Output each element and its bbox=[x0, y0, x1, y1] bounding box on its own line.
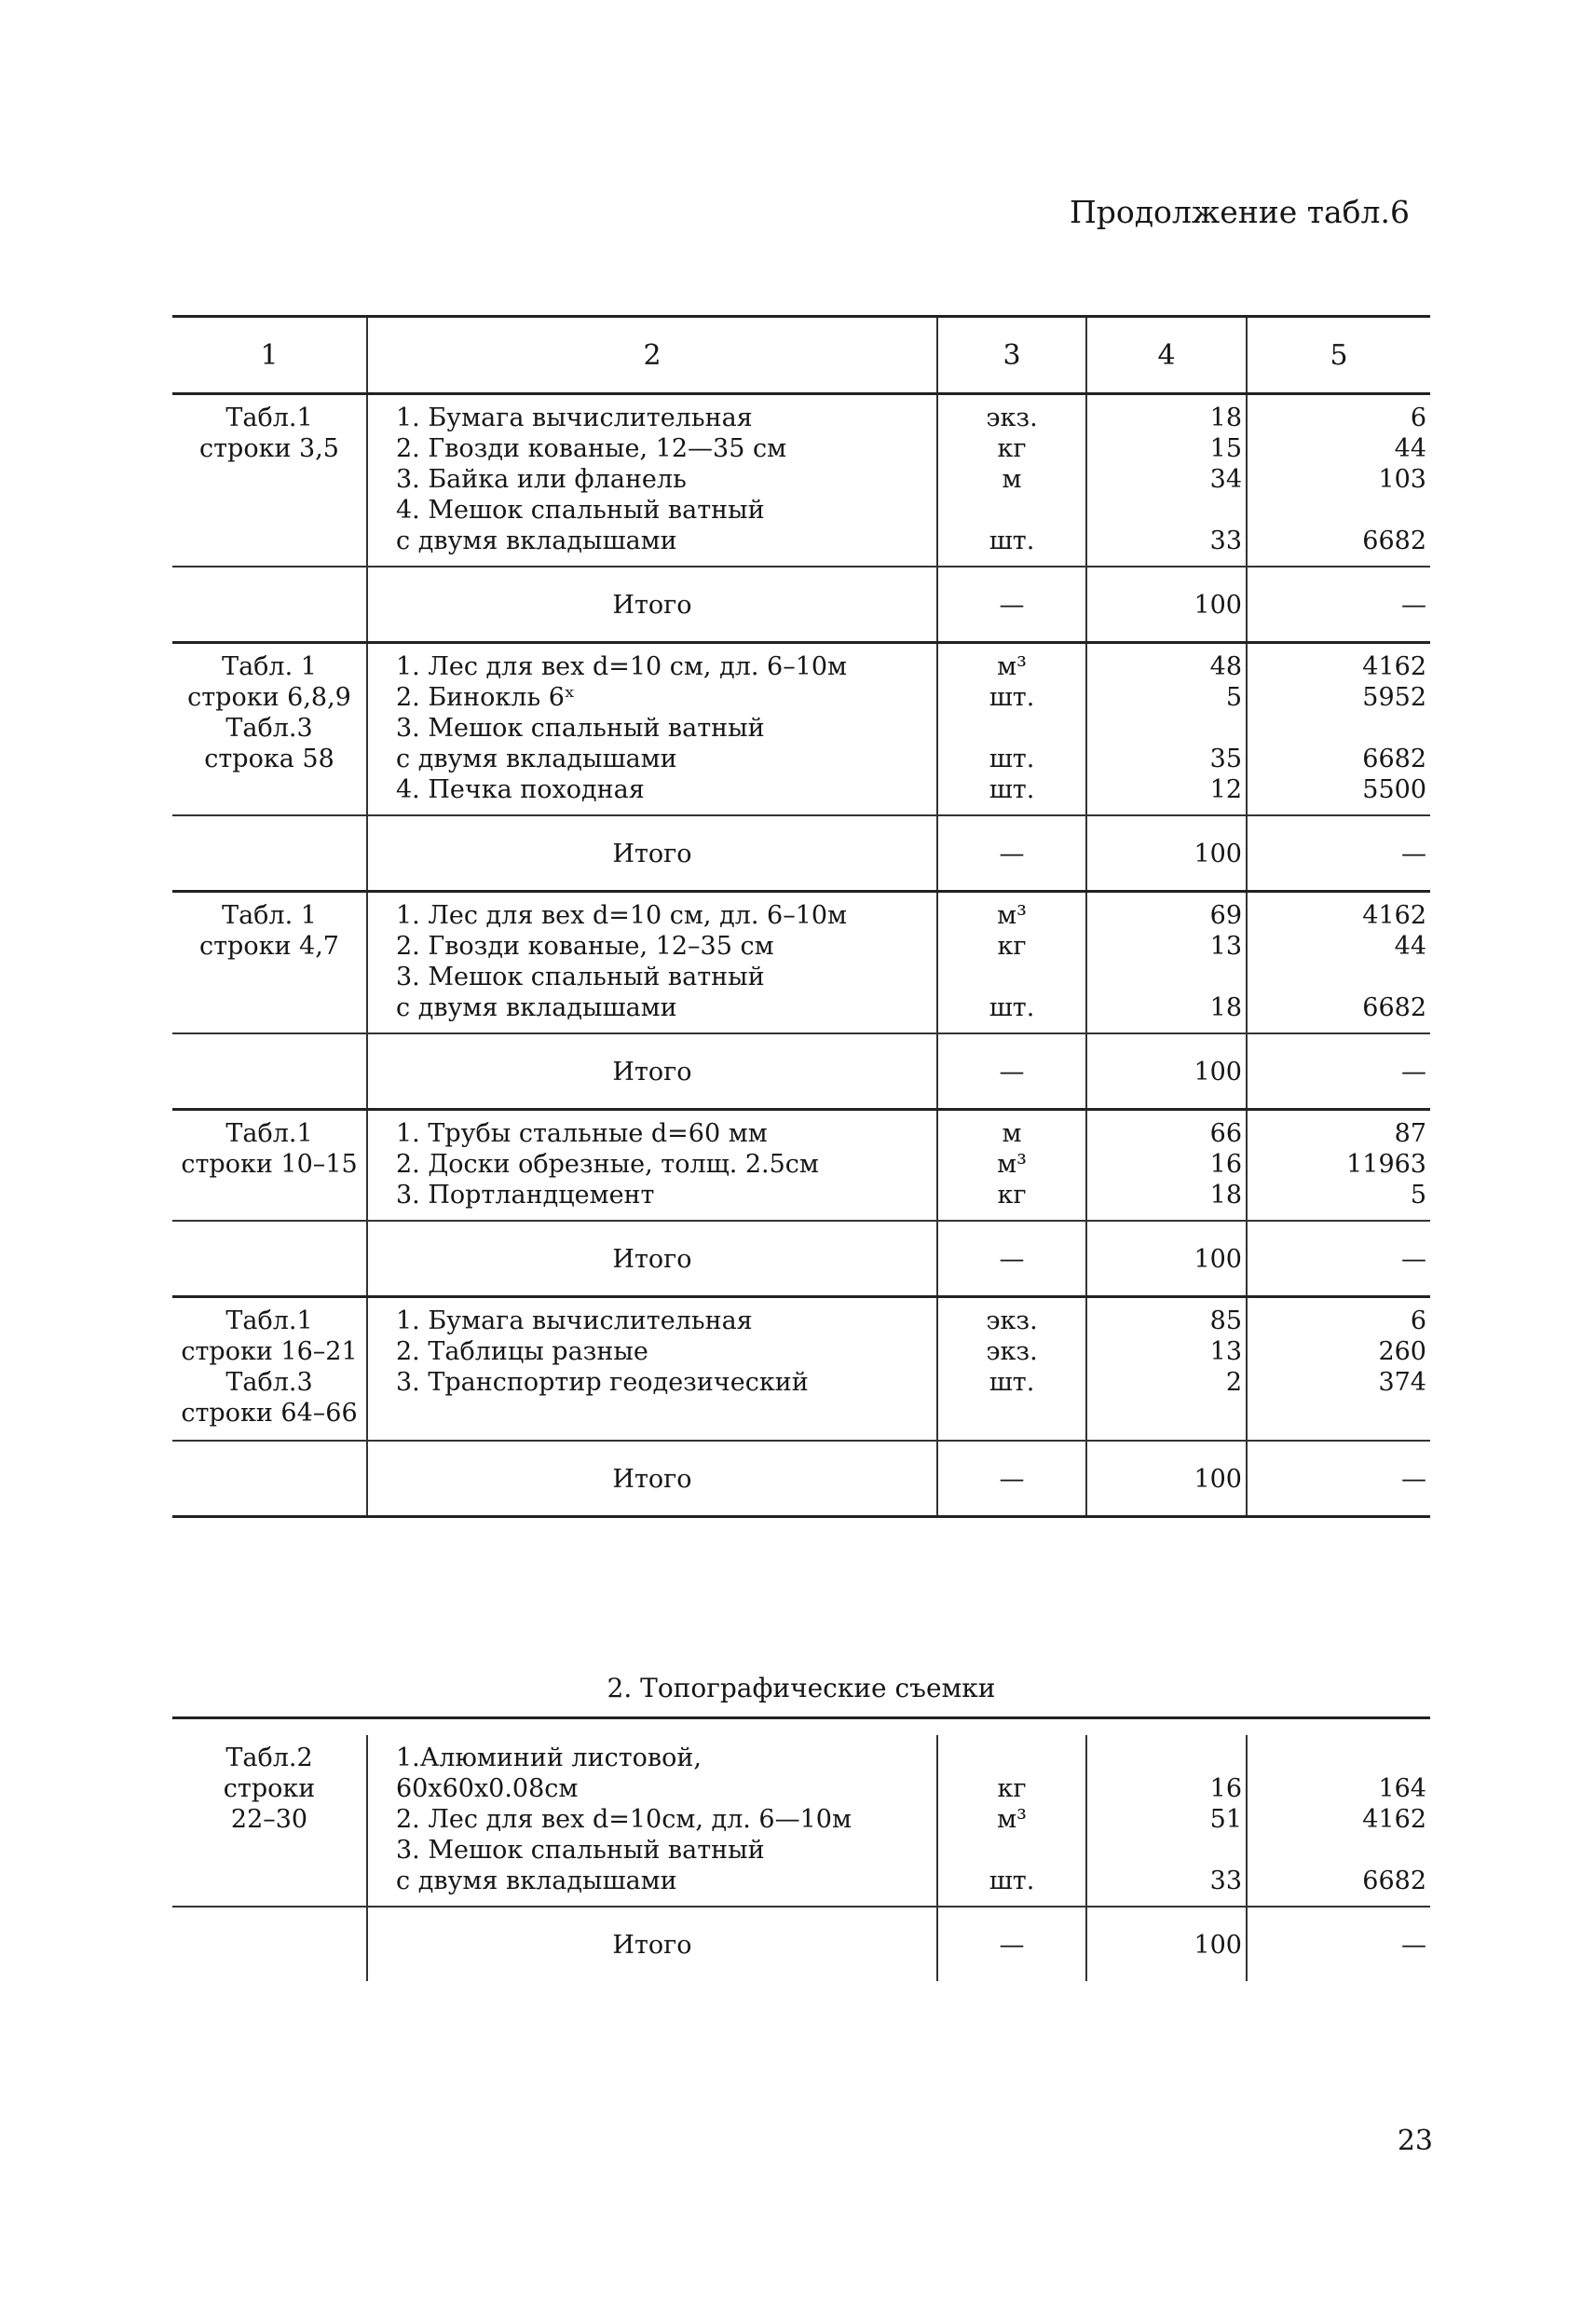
unit-line: м³ bbox=[997, 652, 1027, 681]
quantity-line bbox=[1091, 1743, 1242, 1773]
unit-line: экз. bbox=[986, 403, 1038, 432]
value-line: 11963 bbox=[1346, 1150, 1426, 1179]
unit-line: шт. bbox=[989, 745, 1035, 773]
total-value: — bbox=[1246, 1222, 1430, 1295]
total-empty-cell bbox=[172, 1908, 366, 1981]
total-label: Итого bbox=[366, 1442, 936, 1515]
item-cell bbox=[366, 1735, 936, 1906]
quantity-line: 66 bbox=[1209, 1119, 1242, 1148]
reference-line: строки 6,8,9 bbox=[187, 683, 351, 712]
quantity-line: 69 bbox=[1209, 901, 1242, 930]
reference-line: Табл.2 bbox=[225, 1744, 313, 1772]
quantity-line: 16 bbox=[1209, 1150, 1242, 1179]
total-value: — bbox=[1246, 567, 1430, 641]
item-line: 2. Таблицы разные bbox=[396, 1337, 648, 1366]
value-line: 6682 bbox=[1362, 745, 1426, 773]
quantity-line: 48 bbox=[1209, 652, 1242, 681]
total-row bbox=[172, 1908, 1430, 1981]
item-cell bbox=[366, 1111, 936, 1220]
total-label: Итого bbox=[366, 1222, 936, 1295]
total-row bbox=[172, 1222, 1430, 1295]
value-line: 6682 bbox=[1362, 526, 1426, 555]
reference-line: строки 64–66 bbox=[181, 1399, 358, 1428]
value-cell bbox=[1246, 1298, 1430, 1440]
total-label: Итого bbox=[366, 567, 936, 641]
quantity-line bbox=[1091, 1835, 1242, 1866]
unit-line bbox=[942, 495, 1082, 526]
unit-line: шт. bbox=[989, 526, 1035, 555]
value-line: 5500 bbox=[1362, 775, 1426, 804]
table-group bbox=[172, 1111, 1430, 1298]
total-row bbox=[172, 1034, 1430, 1108]
reference-line: строки 3,5 bbox=[199, 434, 339, 463]
value-line: 260 bbox=[1378, 1337, 1426, 1366]
table-body bbox=[172, 395, 1430, 1518]
item-line: с двумя вкладышами bbox=[396, 1867, 677, 1895]
total-unit: — bbox=[936, 1034, 1085, 1108]
total-row bbox=[172, 816, 1430, 890]
header-col-5: 5 bbox=[1246, 318, 1430, 392]
reference-cell bbox=[172, 1298, 366, 1440]
reference-line: строки bbox=[223, 1774, 316, 1803]
quantity-line: 33 bbox=[1209, 526, 1242, 555]
unit-line: шт. bbox=[989, 1867, 1035, 1895]
value-line: 6682 bbox=[1362, 1867, 1426, 1895]
unit-line: шт. bbox=[989, 1368, 1035, 1397]
value-line: 4162 bbox=[1362, 901, 1426, 930]
unit-line: шт. bbox=[989, 775, 1035, 804]
quantity-line: 5 bbox=[1225, 683, 1242, 712]
quantity-cell bbox=[1085, 1111, 1246, 1220]
reference-line: Табл.3 bbox=[225, 714, 313, 743]
reference-cell bbox=[172, 893, 366, 1032]
quantity-line bbox=[1091, 713, 1242, 744]
total-quantity: 100 bbox=[1085, 816, 1246, 890]
unit-line bbox=[942, 713, 1082, 744]
item-line: 60х60х0.08см bbox=[396, 1774, 579, 1803]
total-value: — bbox=[1246, 1034, 1430, 1108]
table-group bbox=[172, 395, 1430, 644]
table-header bbox=[172, 315, 1430, 395]
unit-line: кг bbox=[997, 1774, 1027, 1803]
quantity-line: 18 bbox=[1209, 1181, 1242, 1210]
group-items bbox=[172, 1298, 1430, 1442]
item-line: 4. Мешок спальный ватный bbox=[396, 496, 765, 525]
unit-line bbox=[942, 1743, 1082, 1773]
unit-line: м bbox=[1002, 1119, 1022, 1148]
item-line: 3. Мешок спальный ватный bbox=[396, 1836, 765, 1865]
reference-line: строки 16–21 bbox=[181, 1337, 358, 1366]
total-value: — bbox=[1246, 1908, 1430, 1981]
section-title: 2. Топографические съемки bbox=[172, 1673, 1430, 1719]
table-group bbox=[172, 644, 1430, 893]
page-number: 23 bbox=[1397, 2125, 1433, 2157]
unit-cell bbox=[936, 1298, 1085, 1440]
reference-line: Табл.1 bbox=[225, 403, 313, 432]
quantity-line: 13 bbox=[1209, 932, 1242, 961]
table-body-section-2 bbox=[172, 1735, 1430, 1981]
total-quantity: 100 bbox=[1085, 1034, 1246, 1108]
group-items bbox=[172, 395, 1430, 567]
quantity-line: 35 bbox=[1209, 745, 1242, 773]
quantity-line: 2 bbox=[1225, 1368, 1242, 1397]
item-line: 2. Бинокль 6ˣ bbox=[396, 683, 576, 712]
unit-line: шт. bbox=[989, 993, 1035, 1022]
value-line bbox=[1251, 495, 1426, 526]
total-empty-cell bbox=[172, 1222, 366, 1295]
item-line: 3. Байка или фланель bbox=[396, 465, 687, 494]
total-unit: — bbox=[936, 1442, 1085, 1515]
item-line: 3. Мешок спальный ватный bbox=[396, 963, 765, 991]
reference-line: Табл.1 bbox=[225, 1306, 313, 1335]
total-label: Итого bbox=[366, 1034, 936, 1108]
value-line: 44 bbox=[1394, 434, 1426, 463]
value-line: 4162 bbox=[1362, 1805, 1426, 1834]
unit-line bbox=[942, 962, 1082, 992]
unit-line: кг bbox=[997, 932, 1027, 961]
total-empty-cell bbox=[172, 567, 366, 641]
header-col-3: 3 bbox=[936, 318, 1085, 392]
table-group bbox=[172, 1298, 1430, 1518]
quantity-line: 85 bbox=[1209, 1306, 1242, 1335]
item-line: 4. Печка походная bbox=[396, 775, 645, 804]
value-line: 6682 bbox=[1362, 993, 1426, 1022]
quantity-line: 18 bbox=[1209, 403, 1242, 432]
quantity-line: 34 bbox=[1209, 465, 1242, 494]
item-line: 2. Доски обрезные, толщ. 2.5см bbox=[396, 1150, 819, 1179]
item-cell bbox=[366, 893, 936, 1032]
item-line: 1. Лес для вех d=10 см, дл. 6–10м bbox=[396, 901, 848, 930]
item-line: 2. Гвозди кованые, 12—35 см bbox=[396, 434, 787, 463]
unit-line: кг bbox=[997, 434, 1027, 463]
header-col-4: 4 bbox=[1085, 318, 1246, 392]
item-cell bbox=[366, 644, 936, 814]
group-items bbox=[172, 1111, 1430, 1222]
reference-cell bbox=[172, 395, 366, 566]
item-line: 1.Алюминий листовой, bbox=[396, 1744, 702, 1772]
value-cell bbox=[1246, 893, 1430, 1032]
item-line: с двумя вкладышами bbox=[396, 745, 677, 773]
quantity-line: 16 bbox=[1209, 1774, 1242, 1803]
group-items bbox=[172, 893, 1430, 1034]
reference-line: Табл. 1 bbox=[222, 901, 317, 930]
value-line: 6 bbox=[1410, 403, 1426, 432]
value-line: 6 bbox=[1410, 1306, 1426, 1335]
reference-cell bbox=[172, 1111, 366, 1220]
header-col-2: 2 bbox=[366, 318, 936, 392]
value-cell bbox=[1246, 1111, 1430, 1220]
total-label: Итого bbox=[366, 1908, 936, 1981]
value-line bbox=[1251, 962, 1426, 992]
reference-line: строки 4,7 bbox=[199, 932, 339, 961]
value-line: 103 bbox=[1378, 465, 1426, 494]
unit-line: шт. bbox=[989, 683, 1035, 712]
total-quantity: 100 bbox=[1085, 1908, 1246, 1981]
item-line: 1. Трубы стальные d=60 мм bbox=[396, 1119, 768, 1148]
header-col-1: 1 bbox=[260, 338, 279, 372]
value-line: 87 bbox=[1394, 1119, 1426, 1148]
reference-line: Табл. 1 bbox=[222, 652, 317, 681]
item-line: с двумя вкладышами bbox=[396, 526, 677, 555]
total-row bbox=[172, 567, 1430, 641]
unit-line: м³ bbox=[997, 1805, 1027, 1834]
reference-cell bbox=[172, 1735, 366, 1906]
total-empty-cell bbox=[172, 1034, 366, 1108]
reference-line: строка 58 bbox=[204, 745, 334, 773]
reference-line: 22–30 bbox=[230, 1805, 308, 1834]
quantity-line: 15 bbox=[1209, 434, 1242, 463]
group-items bbox=[172, 644, 1430, 816]
value-line: 164 bbox=[1378, 1774, 1426, 1803]
value-cell bbox=[1246, 644, 1430, 814]
item-line: 1. Лес для вех d=10 см, дл. 6–10м bbox=[396, 652, 848, 681]
quantity-line: 18 bbox=[1209, 993, 1242, 1022]
quantity-line: 51 bbox=[1209, 1805, 1242, 1834]
quantity-line bbox=[1091, 962, 1242, 992]
item-line: 3. Мешок спальный ватный bbox=[396, 714, 765, 743]
unit-line bbox=[942, 1835, 1082, 1866]
reference-cell bbox=[172, 644, 366, 814]
total-unit: — bbox=[936, 1222, 1085, 1295]
unit-cell bbox=[936, 395, 1085, 566]
item-line: 1. Бумага вычислительная bbox=[396, 403, 753, 432]
table-group bbox=[172, 1735, 1430, 1981]
value-line bbox=[1251, 1743, 1426, 1773]
quantity-cell bbox=[1085, 1735, 1246, 1906]
reference-line: Табл.3 bbox=[225, 1368, 313, 1397]
total-unit: — bbox=[936, 1908, 1085, 1981]
item-line: 1. Бумага вычислительная bbox=[396, 1306, 753, 1335]
total-unit: — bbox=[936, 567, 1085, 641]
item-line: 3. Портландцемент bbox=[396, 1181, 655, 1210]
unit-cell bbox=[936, 644, 1085, 814]
unit-line: м bbox=[1002, 465, 1022, 494]
unit-line: экз. bbox=[986, 1337, 1038, 1366]
quantity-line: 33 bbox=[1209, 1867, 1242, 1895]
total-quantity: 100 bbox=[1085, 1442, 1246, 1515]
unit-line: м³ bbox=[997, 901, 1027, 930]
total-value: — bbox=[1246, 1442, 1430, 1515]
total-empty-cell bbox=[172, 1442, 366, 1515]
reference-line: строки 10–15 bbox=[181, 1150, 358, 1179]
reference-line: Табл.1 bbox=[225, 1119, 313, 1148]
group-items bbox=[172, 1735, 1430, 1908]
value-cell bbox=[1246, 395, 1430, 566]
item-cell bbox=[366, 1298, 936, 1440]
data-table-section-2 bbox=[172, 1735, 1430, 1981]
total-quantity: 100 bbox=[1085, 567, 1246, 641]
total-value: — bbox=[1246, 816, 1430, 890]
total-empty-cell bbox=[172, 816, 366, 890]
value-line bbox=[1251, 1835, 1426, 1866]
value-line: 5 bbox=[1410, 1181, 1426, 1210]
value-cell bbox=[1246, 1735, 1430, 1906]
unit-line: экз. bbox=[986, 1306, 1038, 1335]
value-line: 374 bbox=[1378, 1368, 1426, 1397]
value-line: 44 bbox=[1394, 932, 1426, 961]
unit-cell bbox=[936, 1111, 1085, 1220]
quantity-cell bbox=[1085, 395, 1246, 566]
item-cell bbox=[366, 395, 936, 566]
unit-line: м³ bbox=[997, 1150, 1027, 1179]
unit-line: кг bbox=[997, 1181, 1027, 1210]
quantity-line bbox=[1091, 495, 1242, 526]
value-line: 5952 bbox=[1362, 683, 1426, 712]
item-line: с двумя вкладышами bbox=[396, 993, 677, 1022]
table-group bbox=[172, 893, 1430, 1111]
quantity-cell bbox=[1085, 893, 1246, 1032]
quantity-cell bbox=[1085, 1298, 1246, 1440]
value-line bbox=[1251, 713, 1426, 744]
total-label: Итого bbox=[366, 816, 936, 890]
quantity-cell bbox=[1085, 644, 1246, 814]
table-continuation-caption: Продолжение табл.6 bbox=[1069, 194, 1410, 230]
quantity-line: 12 bbox=[1209, 775, 1242, 804]
item-line: 2. Лес для вех d=10см, дл. 6—10м bbox=[396, 1805, 852, 1834]
total-quantity: 100 bbox=[1085, 1222, 1246, 1295]
value-line: 4162 bbox=[1362, 652, 1426, 681]
total-row bbox=[172, 1442, 1430, 1515]
unit-cell bbox=[936, 893, 1085, 1032]
item-line: 3. Транспортир геодезический bbox=[396, 1368, 809, 1397]
quantity-line: 13 bbox=[1209, 1337, 1242, 1366]
data-table bbox=[172, 315, 1430, 1518]
total-unit: — bbox=[936, 816, 1085, 890]
item-line: 2. Гвозди кованые, 12–35 см bbox=[396, 932, 774, 961]
unit-cell bbox=[936, 1735, 1085, 1906]
